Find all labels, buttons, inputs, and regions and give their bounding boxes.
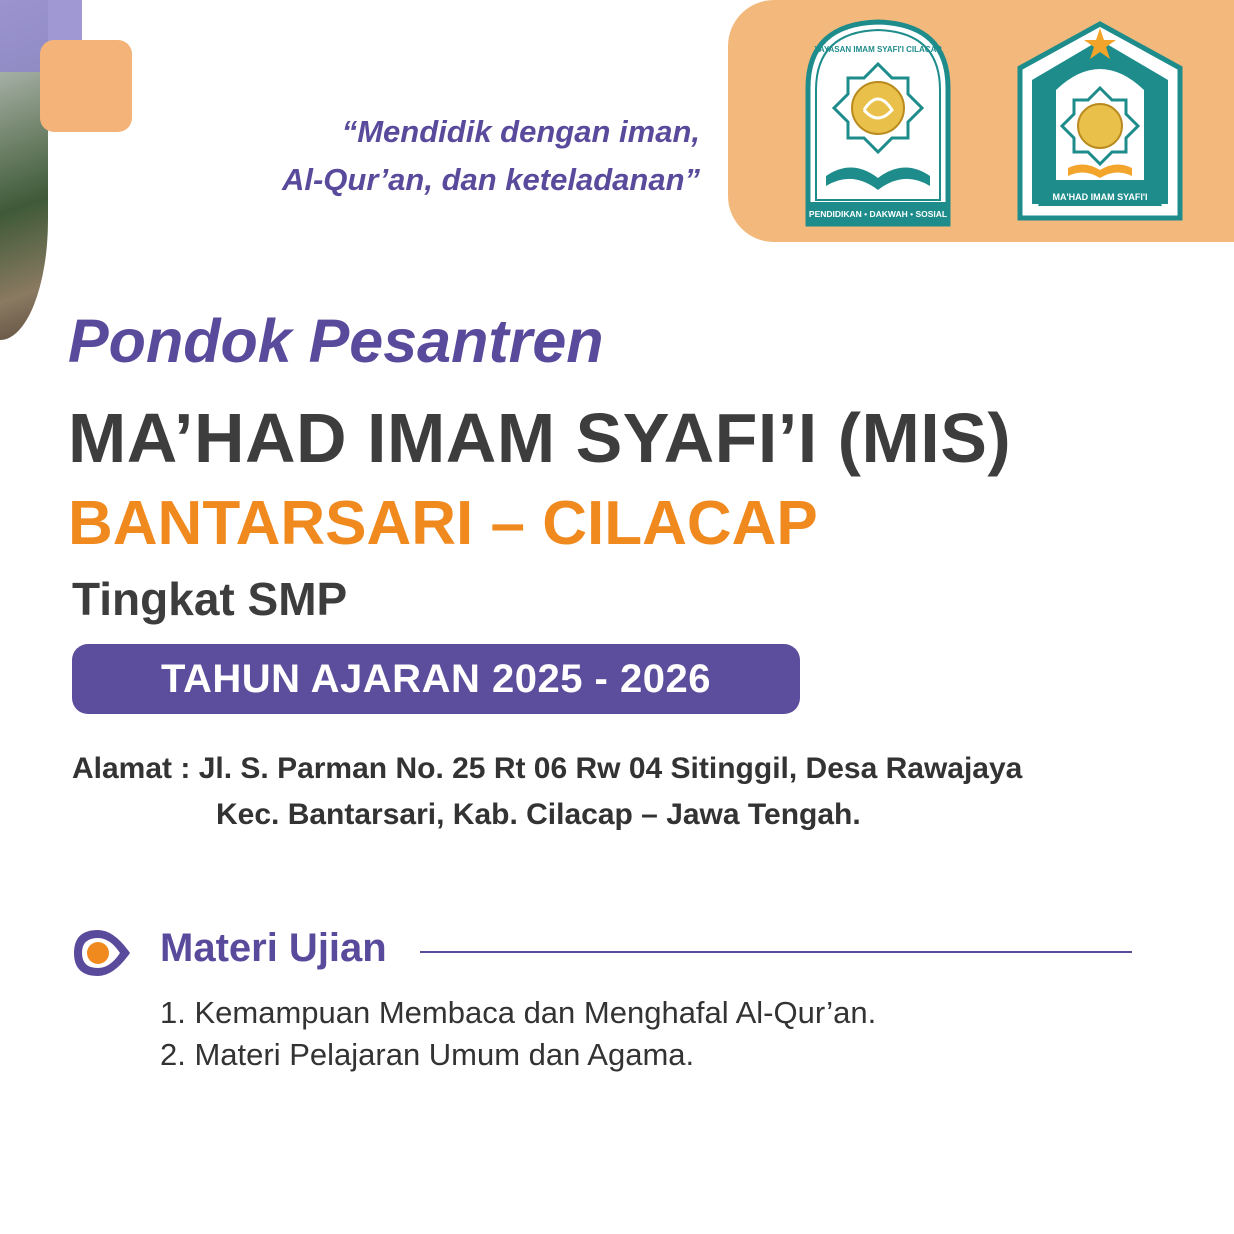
academic-year-badge: TAHUN AJARAN 2025 - 2026 (72, 644, 800, 714)
section-divider (420, 951, 1132, 953)
target-arrow-icon (70, 926, 134, 980)
foundation-logo (802, 18, 954, 228)
school-level: Tingkat SMP (72, 573, 348, 625)
foundation-ring-text: YAYASAN IMAM SYAFI'I CILACAP (814, 45, 942, 54)
subtitle: Pondok Pesantren (68, 307, 604, 375)
list-item: 1. Kemampuan Membaca dan Menghafal Al-Qur’an. (160, 995, 877, 1030)
school-ribbon-text: MA'HAD IMAM SYAFI'I (1052, 192, 1148, 202)
page-title: MA’HAD IMAM SYAFI’I (MIS) (68, 399, 1012, 477)
location-title: BANTARSARI – CILACAP (68, 489, 818, 558)
tagline (120, 108, 700, 204)
list-item: 2. Materi Pelajaran Umum dan Agama. (160, 1037, 695, 1072)
address-line-1: Alamat : Jl. S. Parman No. 25 Rt 06 Rw 04 Sitinggil, Desa Rawajaya (72, 752, 1023, 785)
tagline-line-1: “Mendidik dengan iman, (341, 114, 700, 149)
foundation-footer-text: PENDIDIKAN • DAKWAH • SOSIAL (808, 209, 948, 219)
school-logo (1016, 18, 1184, 228)
address-line-2: Kec. Bantarsari, Kab. Cilacap – Jawa Tengah. (216, 798, 861, 831)
corner-orange-square (40, 40, 132, 132)
section-title-exam: Materi Ujian (160, 926, 387, 970)
exam-list (160, 992, 876, 1076)
tagline-line-2: Al-Qur’an, dan keteladanan” (281, 162, 700, 197)
